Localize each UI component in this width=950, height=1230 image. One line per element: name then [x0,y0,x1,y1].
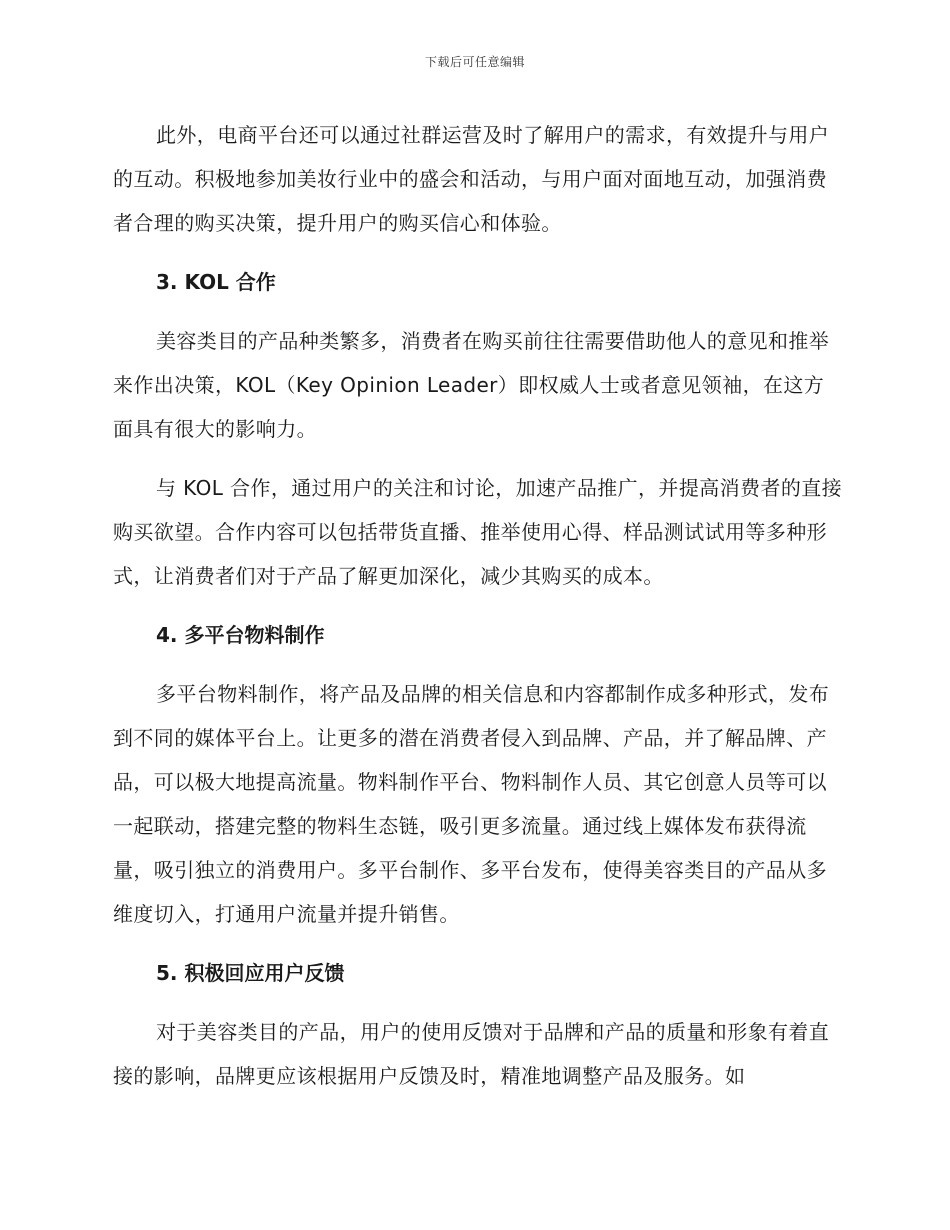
paragraph-kol-intro: 美容类目的产品种类繁多，消费者在购买前往往需要借助他人的意见和推举来作出决策，KOL（Key Opinion Leader）即权威人士或者意见领袖，在这方面具有很大的影响力。 [113,329,830,441]
paragraph-kol-cooperation: 与 KOL 合作，通过用户的关注和讨论，加速产品推广，并提高消费者的直接购买欲望。合作内容可以包括带货直播、推举使用心得、样品测试试用等多种形式，让消费者们对于产品了解更加深化，减少其购买的成本。 [113,476,843,588]
document-body [113,113,843,1113]
section-heading-multi-platform: 4. 多平台物料制作 [156,623,325,647]
section-heading-user-feedback: 5. 积极回应用户反馈 [156,961,345,985]
paragraph-multi-platform: 多平台物料制作，将产品及品牌的相关信息和内容都制作成多种形式，发布到不同的媒体平台上。让更多的潜在消费者侵入到品牌、产品，并了解品牌、产品，可以极大地提高流量。物料制作平台、物料制作人员、其它创意人员等可以一起联动，搭建完整的物料生态链，吸引更多流量。通过线上媒体发布获得流量，吸引独立的消费用户。多平台制作、多平台发布，使得美容类目的产品从多维度切入，打通用户流量并提升销售。 [113,682,830,926]
section-heading-kol: 3. KOL 合作 [156,270,276,294]
paragraph-user-feedback: 对于美容类目的产品，用户的使用反馈对于品牌和产品的质量和形象有着直接的影响，品牌更应该根据用户反馈及时，精准地调整产品及服务。如 [113,1020,830,1088]
paragraph-community-operations: 此外，电商平台还可以通过社群运营及时了解用户的需求，有效提升与用户的互动。积极地参加美妆行业中的盛会和活动，与用户面对面地互动，加强消费者合理的购买决策，提升用户的购买信心和体验。 [113,123,830,235]
page-header-note: 下载后可任意编辑 [424,55,525,69]
